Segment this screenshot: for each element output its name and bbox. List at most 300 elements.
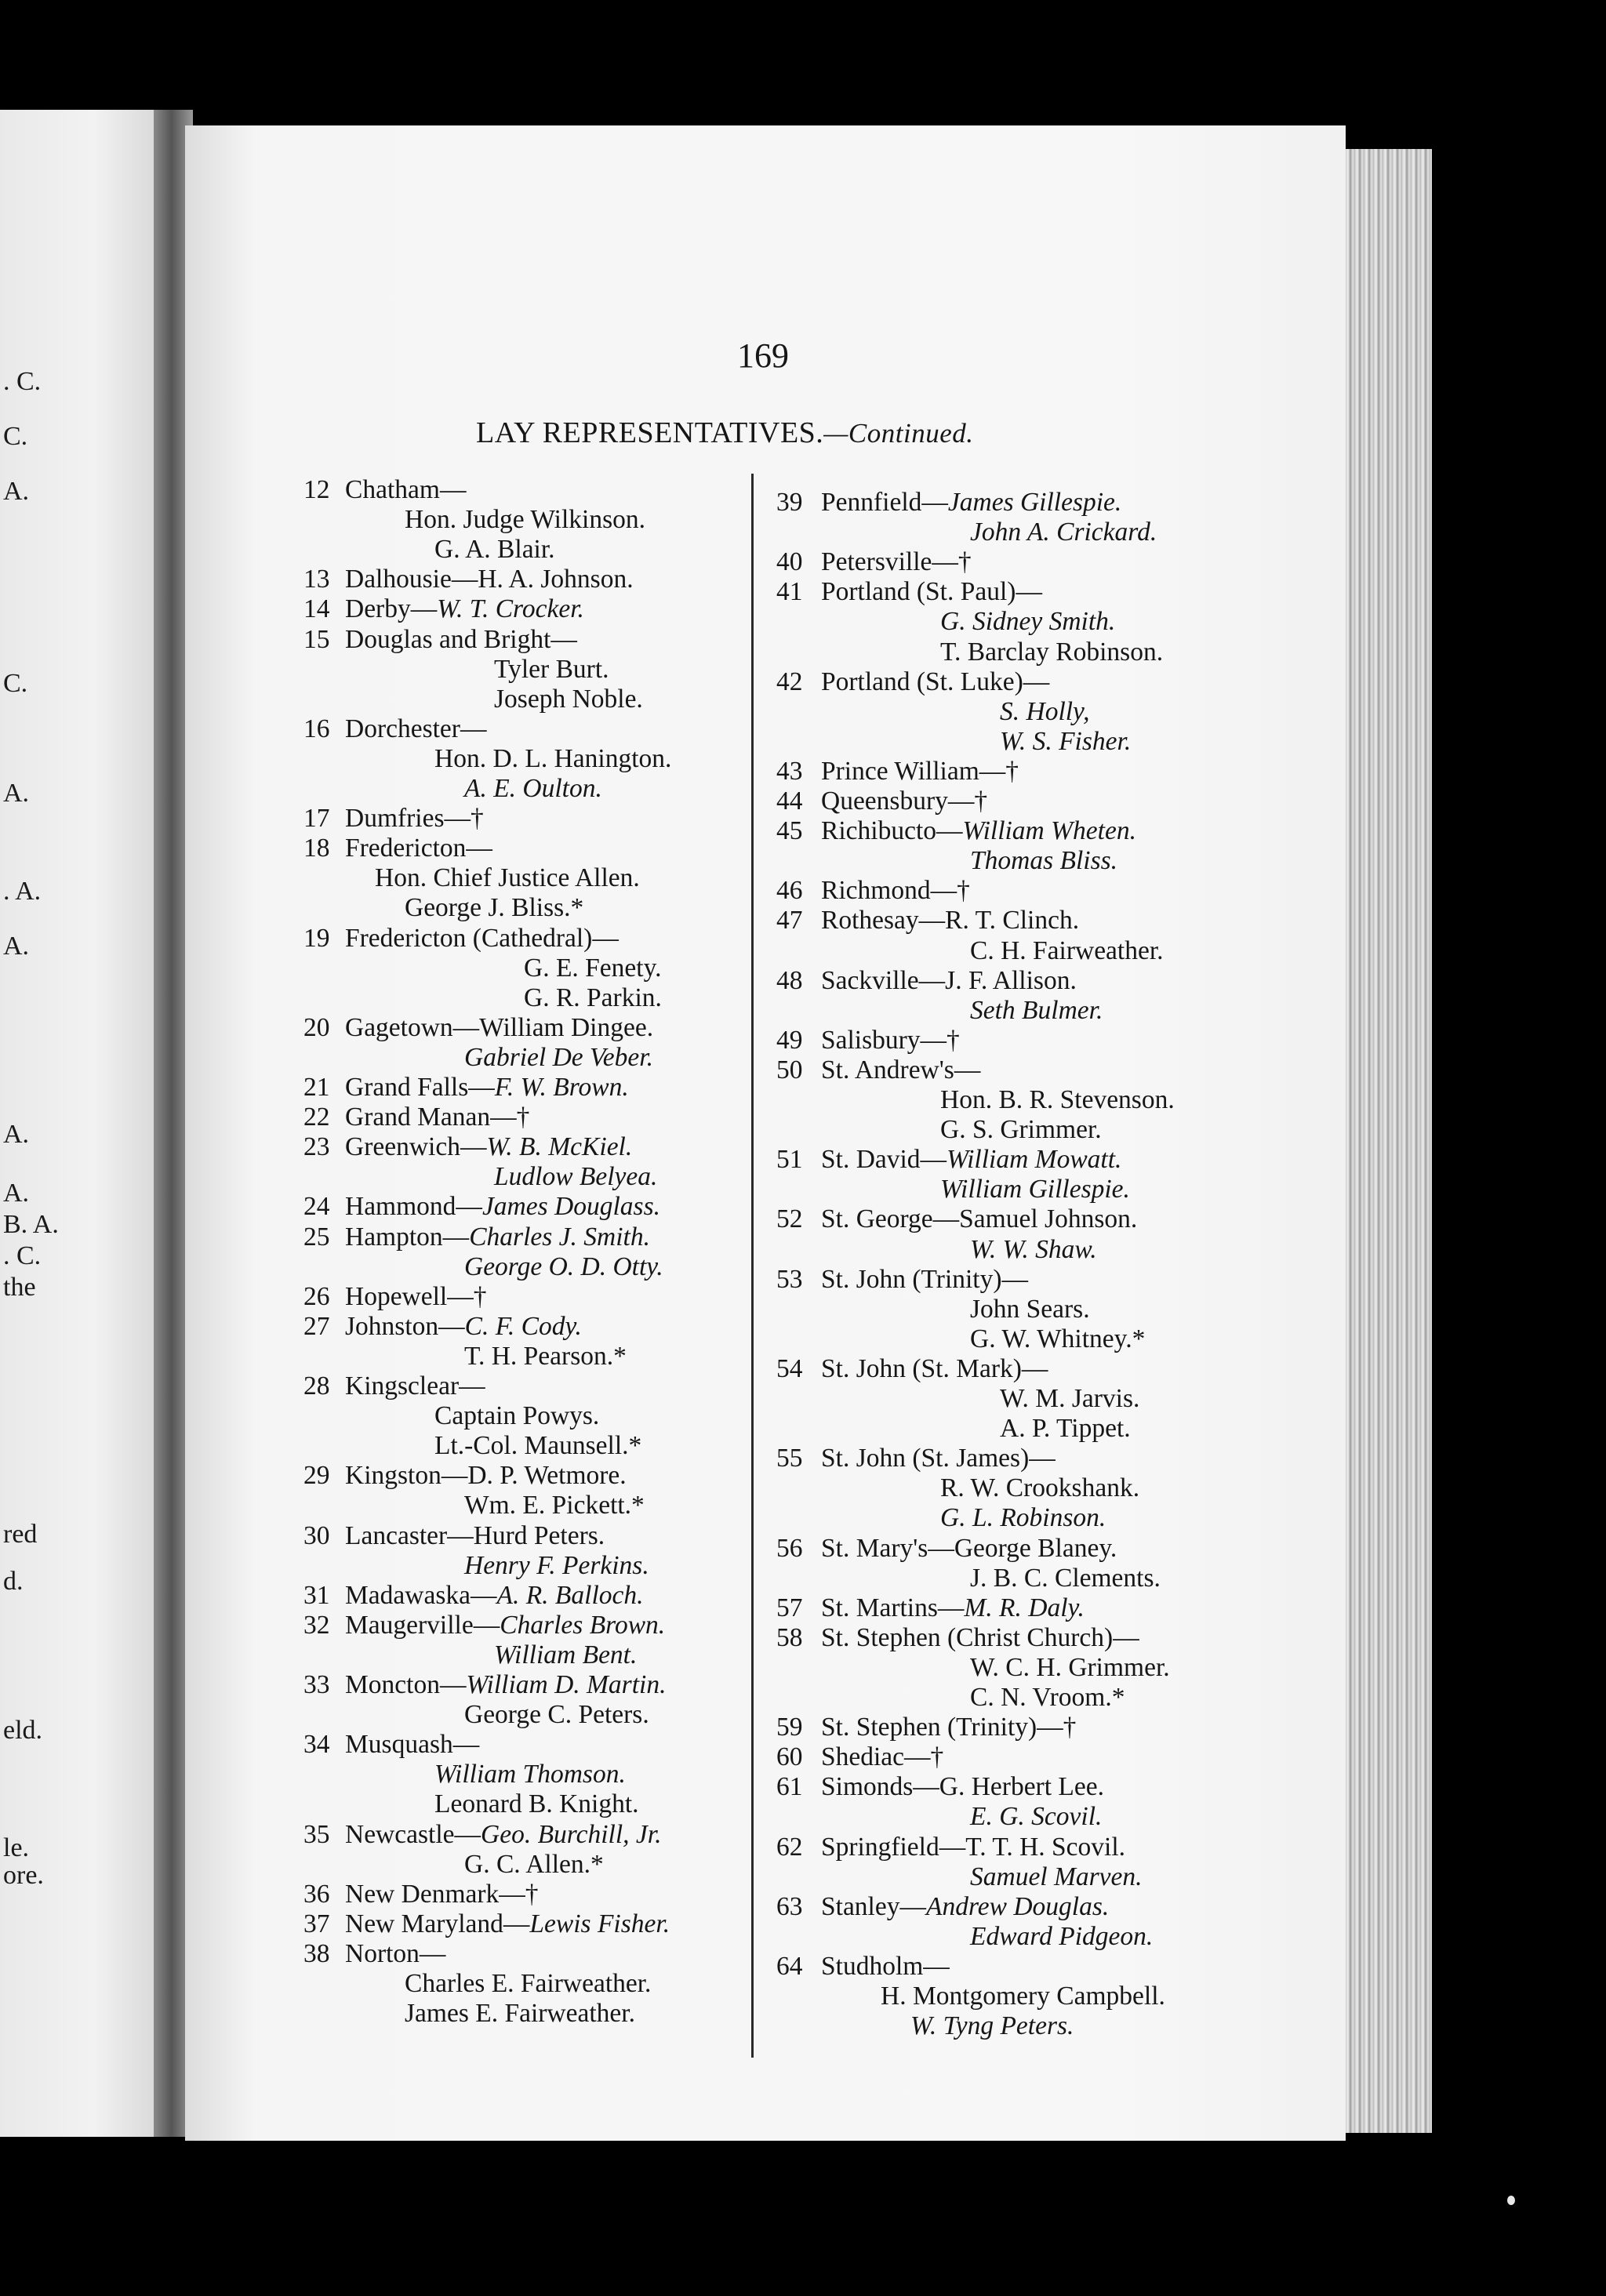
entry-line	[434, 1403, 599, 1430]
entry-line	[434, 1433, 641, 1459]
entry-line	[970, 997, 1103, 1024]
entry-line	[524, 955, 662, 982]
entry-text: St. John (Trinity)—	[821, 1264, 1029, 1294]
parish-number: 57	[776, 1593, 803, 1622]
entry-line	[303, 1104, 529, 1131]
entry-text: G. C. Allen.*	[464, 1849, 604, 1879]
entry-line	[776, 1353, 1048, 1383]
left-page-text: A.	[3, 779, 30, 808]
entry-line	[776, 1891, 1110, 1921]
parish-number: 23	[303, 1132, 330, 1162]
left-page-text: ore.	[3, 1861, 44, 1890]
entry-text: Chatham—	[345, 475, 467, 504]
entry-line	[303, 1612, 665, 1639]
entry-line	[881, 1983, 1165, 2010]
parish-number: 29	[303, 1461, 330, 1491]
entry-text: G. W. Whitney.*	[970, 1324, 1146, 1353]
entry-line	[375, 865, 640, 892]
entry-text: New Maryland—	[345, 1909, 530, 1938]
entry-line	[303, 1134, 632, 1161]
entry-line	[434, 743, 672, 773]
entry-text: Dumfries—†	[345, 804, 484, 834]
entry-line	[970, 519, 1157, 546]
parish-number: 64	[776, 1951, 803, 1981]
entry-text: St. Stephen (Trinity)—†	[821, 1713, 1077, 1742]
entry-line	[303, 477, 466, 503]
parish-number: 35	[303, 1819, 330, 1849]
entry-italic-name: G. Sidney Smith.	[940, 607, 1116, 637]
entry-text: Grand Manan—†	[345, 1103, 530, 1132]
entry-text: C. H. Fairweather.	[970, 935, 1164, 965]
entry-line	[494, 1164, 657, 1190]
entry-text: Stanley—	[821, 1891, 926, 1921]
entry-text: Portland (St. Luke)—	[821, 667, 1050, 696]
entry-text: Shediac—†	[821, 1742, 944, 1772]
entry-line	[776, 1953, 950, 1980]
entry-italic-name: F. W. Brown.	[494, 1073, 629, 1102]
parish-number: 36	[303, 1879, 330, 1909]
entry-italic-name: Charles J. Smith.	[469, 1222, 650, 1252]
entry-text: Madawaska—	[345, 1580, 497, 1610]
entry-line	[303, 1193, 660, 1220]
entry-line	[303, 566, 634, 593]
entry-text: Petersville—†	[821, 547, 972, 577]
entry-italic-name: W. S. Fisher.	[1000, 726, 1132, 756]
entry-italic-name: Geo. Burchill, Jr.	[481, 1819, 662, 1849]
entry-line	[776, 1266, 1028, 1293]
entry-text: Hon. Chief Justice Allen.	[375, 863, 640, 893]
entry-italic-name: William D. Martin.	[466, 1670, 667, 1699]
entry-line	[776, 669, 1049, 696]
left-page-text: A.	[3, 477, 30, 506]
entry-line	[776, 579, 1042, 605]
entry-italic-name: Ludlow Belyea.	[494, 1162, 658, 1192]
entry-text: Kingsclear—	[345, 1371, 485, 1400]
parish-number: 31	[303, 1580, 330, 1610]
parish-number: 30	[303, 1520, 330, 1550]
entry-line	[970, 1864, 1143, 1891]
entry-text: A. P. Tippet.	[1000, 1414, 1131, 1444]
entry-italic-name: Thomas Bliss.	[970, 846, 1118, 876]
parish-number: 21	[303, 1073, 330, 1102]
entry-italic-name: George O. D. Otty.	[464, 1252, 663, 1281]
entry-line	[464, 776, 602, 802]
parish-number: 24	[303, 1192, 330, 1222]
entry-line	[776, 1535, 1117, 1562]
parish-number: 22	[303, 1103, 330, 1132]
entry-text: R. W. Crookshank.	[940, 1473, 1140, 1503]
parish-number: 54	[776, 1353, 803, 1383]
entry-line	[464, 1343, 627, 1370]
entry-text: Lt.-Col. Maunsell.*	[434, 1431, 642, 1461]
entry-line	[776, 1595, 1085, 1622]
entry-line	[940, 609, 1115, 635]
entry-line	[776, 965, 1077, 995]
parish-number: 16	[303, 714, 330, 743]
entry-line	[970, 1652, 1170, 1682]
entry-text: St. Mary's—George Blaney.	[821, 1533, 1117, 1563]
entry-italic-name: James Gillespie.	[947, 488, 1122, 517]
entry-line	[303, 925, 619, 952]
entry-line	[303, 1819, 662, 1849]
parish-number: 59	[776, 1713, 803, 1742]
entry-text: Fredericton (Cathedral)—	[345, 923, 619, 953]
entry-text: C. N. Vroom.*	[970, 1683, 1125, 1712]
entry-text: G. E. Fenety.	[524, 953, 662, 983]
entry-text: Hon. Judge Wilkinson.	[405, 505, 645, 535]
entry-line	[464, 1492, 645, 1519]
entry-text: Tyler Burt.	[494, 654, 609, 684]
entry-line	[970, 1326, 1145, 1353]
entry-text: Kingston—D. P. Wetmore.	[345, 1461, 627, 1491]
parish-number: 45	[776, 816, 803, 846]
entry-text: W. C. H. Grimmer.	[970, 1652, 1170, 1682]
left-page-text: the	[3, 1273, 36, 1302]
left-page-text: red	[3, 1520, 38, 1549]
entry-text: Richmond—†	[821, 876, 970, 906]
parish-number: 28	[303, 1371, 330, 1400]
page-edges	[1346, 149, 1432, 2133]
entry-line	[776, 1774, 1104, 1800]
entry-line	[1000, 1415, 1131, 1442]
entry-italic-name: W. T. Crocker.	[437, 594, 584, 624]
entry-line	[464, 1254, 663, 1281]
entry-text: Salisbury—†	[821, 1025, 960, 1055]
entry-text: Dorchester—	[345, 714, 487, 743]
entry-line	[776, 1206, 1137, 1233]
entry-text: Studholm—	[821, 1951, 950, 1981]
entry-italic-name: William Mowatt.	[947, 1145, 1122, 1175]
left-page-text: A.	[3, 932, 30, 961]
parish-number: 51	[776, 1145, 803, 1175]
entry-text: Newcastle—	[345, 1819, 481, 1849]
entry-text: Simonds—G. Herbert Lee.	[821, 1772, 1104, 1802]
entry-line	[970, 1684, 1125, 1711]
entry-line	[303, 1881, 539, 1908]
entry-text: Captain Powys.	[434, 1401, 600, 1431]
entry-line	[303, 1074, 629, 1101]
entry-italic-name: Charles Brown.	[500, 1610, 666, 1640]
entry-text: St. David—	[821, 1145, 947, 1175]
parish-number: 48	[776, 965, 803, 995]
left-page-text: d.	[3, 1567, 24, 1596]
entry-text: Lancaster—Hurd Peters.	[345, 1520, 605, 1550]
left-page-text: . C.	[3, 367, 42, 396]
entry-italic-name: W. Tyng Peters.	[910, 2011, 1074, 2041]
entry-line	[776, 1834, 1125, 1861]
entry-line	[303, 1224, 650, 1251]
parish-number: 32	[303, 1610, 330, 1640]
entry-line	[970, 1565, 1161, 1592]
parish-number: 60	[776, 1742, 803, 1772]
entry-italic-name: G. L. Robinson.	[940, 1503, 1106, 1533]
parish-number: 20	[303, 1012, 330, 1042]
entry-line	[494, 686, 643, 713]
entry-text: Prince William—†	[821, 756, 1019, 786]
entry-text: George C. Peters.	[464, 1700, 649, 1730]
entry-italic-name: W. B. McKiel.	[486, 1132, 633, 1162]
entry-line	[303, 1281, 487, 1311]
entry-text: W. M. Jarvis.	[1000, 1384, 1140, 1413]
parish-number: 47	[776, 906, 803, 935]
entry-line	[303, 805, 484, 832]
entry-text: G. A. Blair.	[434, 535, 555, 565]
entry-italic-name: John A. Crickard.	[970, 518, 1157, 547]
entry-text: Grand Falls—	[345, 1073, 495, 1102]
entry-line	[464, 1851, 604, 1878]
parish-number: 12	[303, 475, 330, 504]
entry-italic-name: S. Holly,	[1000, 696, 1090, 726]
entry-line	[910, 2013, 1074, 2040]
entry-line	[776, 758, 1019, 785]
entry-text: George J. Bliss.*	[405, 893, 584, 923]
left-page-text: . C.	[3, 1241, 42, 1270]
entry-line	[405, 895, 583, 921]
entry-italic-name: Lewis Fisher.	[529, 1909, 670, 1938]
entry-italic-name: E. G. Scovil.	[970, 1802, 1103, 1832]
parish-number: 63	[776, 1891, 803, 1921]
entry-line	[776, 818, 1136, 845]
parish-number: 49	[776, 1025, 803, 1055]
entry-text: Dalhousie—H. A. Johnson.	[345, 565, 634, 594]
entry-italic-name: Andrew Douglas.	[925, 1891, 1110, 1921]
left-page-fragment	[0, 110, 157, 2137]
entry-line	[970, 935, 1164, 965]
entry-line	[776, 1027, 960, 1054]
entry-line	[494, 1642, 637, 1669]
entry-text: Moncton—	[345, 1670, 467, 1699]
entry-line	[524, 985, 662, 1012]
entry-text: Musquash—	[345, 1730, 480, 1760]
entry-italic-name: William Gillespie.	[940, 1175, 1130, 1204]
parish-number: 58	[776, 1622, 803, 1652]
heading-title: LAY REPRESENTATIVES.	[476, 416, 824, 449]
entry-text: Sackville—J. F. Allison.	[821, 965, 1077, 995]
left-page-text: C.	[3, 669, 28, 698]
parish-number: 44	[776, 787, 803, 816]
entry-text: Richibucto—	[821, 816, 963, 846]
parish-number: 38	[303, 1938, 330, 1968]
entry-text: St. John (St. Mark)—	[821, 1353, 1048, 1383]
parish-number: 27	[303, 1311, 330, 1341]
entry-line	[940, 1117, 1102, 1143]
entry-line	[303, 1520, 605, 1550]
entry-text: Greenwich—	[345, 1132, 487, 1162]
entry-line	[464, 1044, 653, 1071]
parish-number: 43	[776, 756, 803, 786]
scan-speck	[1507, 2196, 1515, 2205]
parish-number: 52	[776, 1204, 803, 1234]
entry-text: Rothesay—R. T. Clinch.	[821, 906, 1080, 935]
entry-text: Gagetown—William Dingee.	[345, 1012, 654, 1042]
entry-line	[776, 1146, 1121, 1173]
entry-line	[776, 489, 1121, 516]
entry-line	[940, 1176, 1130, 1203]
entry-text: Springfield—T. T. H. Scovil.	[821, 1832, 1126, 1862]
entry-text: New Denmark—†	[345, 1879, 539, 1909]
entry-text: T. H. Pearson.*	[464, 1341, 627, 1371]
parish-number: 26	[303, 1281, 330, 1311]
entry-italic-name: A. E. Oulton.	[464, 774, 602, 803]
entry-line	[776, 1622, 1139, 1652]
entry-text: Queensbury—†	[821, 787, 988, 816]
entry-line	[303, 596, 584, 623]
left-page-text: le.	[3, 1833, 30, 1862]
entry-line	[405, 1971, 651, 1997]
entry-italic-name: William Wheten.	[962, 816, 1136, 846]
parish-number: 55	[776, 1444, 803, 1473]
entry-line	[776, 1445, 1056, 1472]
entry-line	[970, 1921, 1154, 1951]
entry-italic-name: Henry F. Perkins.	[464, 1550, 649, 1580]
entry-italic-name: M. R. Daly.	[964, 1593, 1085, 1622]
entry-text: James E. Fairweather.	[405, 1999, 635, 2029]
section-heading	[476, 416, 974, 450]
entry-line	[405, 507, 645, 533]
entry-line	[940, 1087, 1175, 1113]
parish-number: 17	[303, 804, 330, 834]
parish-number: 53	[776, 1264, 803, 1294]
left-page-text: A.	[3, 1120, 30, 1149]
entry-line	[1000, 696, 1090, 726]
entry-text: Charles E. Fairweather.	[405, 1969, 652, 1998]
entry-line	[940, 639, 1163, 666]
entry-text: Johnston—	[345, 1311, 465, 1341]
entry-line	[970, 1804, 1102, 1830]
entry-line	[434, 1761, 626, 1788]
entry-text: Joseph Noble.	[494, 684, 643, 714]
entry-text: Derby—	[345, 594, 438, 624]
entry-text: John Sears.	[970, 1294, 1090, 1324]
entry-text: J. B. C. Clements.	[970, 1563, 1161, 1593]
entry-line	[464, 1550, 649, 1580]
column-divider	[751, 474, 754, 2058]
entry-text: Douglas and Bright—	[345, 624, 577, 654]
entry-text: St. George—Samuel Johnson.	[821, 1204, 1138, 1234]
page-number: 169	[737, 336, 789, 375]
entry-text: Pennfield—	[821, 488, 948, 517]
entry-line	[303, 1373, 485, 1400]
parish-number: 41	[776, 577, 803, 607]
entry-text: G. R. Parkin.	[524, 983, 662, 1012]
entry-line	[940, 1475, 1139, 1502]
entry-line	[970, 1234, 1097, 1264]
entry-line	[303, 1462, 627, 1489]
entry-italic-name: Edward Pidgeon.	[970, 1921, 1154, 1951]
parish-number: 37	[303, 1909, 330, 1938]
left-page-text: C.	[3, 422, 28, 451]
entry-line	[970, 848, 1117, 874]
entry-text: St. John (St. James)—	[821, 1444, 1056, 1473]
left-page-text: A.	[3, 1179, 30, 1208]
entry-line	[776, 549, 972, 576]
entry-text: Leonard B. Knight.	[434, 1789, 639, 1819]
entry-italic-name: Gabriel De Veber.	[464, 1042, 653, 1072]
entry-text: Hampton—	[345, 1222, 470, 1252]
entry-italic-name: A. R. Balloch.	[496, 1580, 644, 1610]
entry-line	[494, 656, 609, 683]
entry-italic-name: Seth Bulmer.	[970, 995, 1103, 1025]
entry-line	[1000, 728, 1131, 755]
entry-line	[405, 2000, 635, 2027]
parish-number: 34	[303, 1730, 330, 1760]
parish-number: 40	[776, 547, 803, 577]
entry-line	[303, 716, 486, 743]
entry-line	[303, 1012, 654, 1042]
entry-line	[303, 1938, 446, 1968]
parish-number: 46	[776, 876, 803, 906]
parish-number: 62	[776, 1832, 803, 1862]
parish-number: 18	[303, 834, 330, 863]
entry-line	[776, 1744, 943, 1771]
entry-line	[303, 835, 492, 862]
entry-italic-name: C. F. Cody.	[464, 1311, 582, 1341]
entry-text: G. S. Grimmer.	[940, 1115, 1102, 1145]
entry-italic-name: Samuel Marven.	[970, 1862, 1143, 1891]
left-page-text: eld.	[3, 1716, 43, 1745]
entry-text: Wm. E. Pickett.*	[464, 1491, 645, 1520]
entry-line	[303, 1911, 670, 1938]
heading-continued: —Continued.	[823, 418, 974, 449]
entry-text: Norton—	[345, 1938, 446, 1968]
entry-line	[303, 1731, 479, 1758]
entry-line	[434, 536, 555, 563]
entry-text: Hopewell—†	[345, 1281, 487, 1311]
parish-number: 61	[776, 1772, 803, 1802]
entry-italic-name: William Bent.	[494, 1640, 638, 1669]
entry-line	[1000, 1386, 1139, 1412]
left-page-text: B. A.	[3, 1210, 59, 1239]
entry-line	[776, 1057, 980, 1084]
entry-line	[434, 1791, 639, 1818]
entry-italic-name: W. W. Shaw.	[970, 1234, 1097, 1264]
entry-text: Portland (St. Paul)—	[821, 577, 1042, 607]
entry-text: Hon. B. R. Stevenson.	[940, 1085, 1175, 1114]
entry-line	[303, 1672, 666, 1698]
parish-number: 25	[303, 1222, 330, 1252]
entry-text: H. Montgomery Campbell.	[881, 1982, 1165, 2011]
entry-text: Maugerville—	[345, 1610, 500, 1640]
entry-text: Fredericton—	[345, 834, 492, 863]
entry-italic-name: William Thomson.	[434, 1760, 626, 1789]
parish-number: 15	[303, 624, 330, 654]
entry-line	[970, 1296, 1090, 1323]
entry-text: St. Stephen (Christ Church)—	[821, 1622, 1139, 1652]
entry-text: Hon. D. L. Hanington.	[434, 743, 672, 773]
parish-number: 13	[303, 565, 330, 594]
entry-text: T. Barclay Robinson.	[940, 637, 1164, 667]
entry-line	[303, 1313, 582, 1340]
entry-line	[303, 624, 577, 654]
entry-text: Hammond—	[345, 1192, 482, 1222]
parish-number: 14	[303, 594, 330, 624]
parish-number: 33	[303, 1670, 330, 1699]
parish-number: 56	[776, 1533, 803, 1563]
entry-line	[776, 907, 1079, 934]
entry-line	[776, 1714, 1076, 1741]
entry-line	[776, 877, 970, 904]
parish-number: 42	[776, 667, 803, 696]
entry-line	[940, 1505, 1106, 1531]
parish-number: 39	[776, 488, 803, 517]
parish-number: 19	[303, 923, 330, 953]
entry-line	[303, 1582, 644, 1609]
parish-number: 50	[776, 1055, 803, 1084]
entry-text: St. Martins—	[821, 1593, 965, 1622]
entry-italic-name: James Douglass.	[481, 1192, 660, 1222]
left-page-text: . A.	[3, 877, 42, 906]
entry-line	[464, 1702, 649, 1728]
